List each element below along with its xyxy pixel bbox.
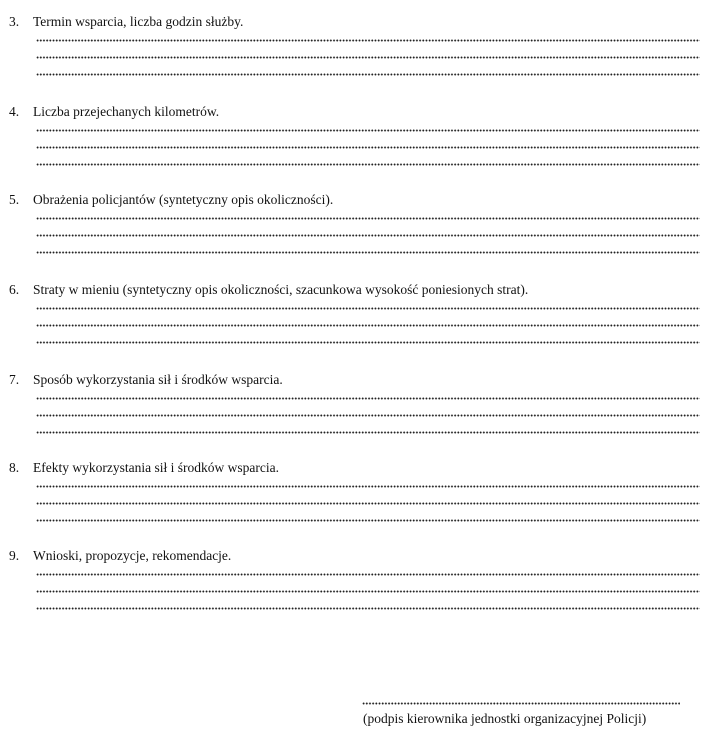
signature-caption: (podpis kierownika jednostki organizacyjnej Policji) xyxy=(363,711,647,726)
section-title: Wnioski, propozycje, rekomendacje. xyxy=(33,548,232,563)
answer-line[interactable] xyxy=(36,72,700,77)
section-title: Obrażenia policjantów (syntetyczny opis okoliczności). xyxy=(33,192,334,207)
answer-line[interactable] xyxy=(36,55,700,60)
section-number: 7. xyxy=(9,372,20,387)
section-title: Straty w mieniu (syntetyczny opis okoliczności, szacunkowa wysokość poniesionych strat). xyxy=(33,282,529,297)
section-number: 9. xyxy=(9,548,20,563)
answer-line[interactable] xyxy=(36,38,700,43)
section-heading xyxy=(9,460,279,476)
section-title: Sposób wykorzystania sił i środków wsparcia. xyxy=(33,372,283,387)
section-heading xyxy=(9,282,528,298)
answer-line[interactable] xyxy=(36,233,700,238)
answer-line[interactable] xyxy=(36,323,700,328)
section-number: 8. xyxy=(9,460,20,475)
section-number: 3. xyxy=(9,14,20,29)
section-heading xyxy=(9,192,333,208)
answer-line[interactable] xyxy=(36,430,700,435)
section-heading xyxy=(9,548,231,564)
section-title: Termin wsparcia, liczba godzin służby. xyxy=(33,14,244,29)
section-number: 6. xyxy=(9,282,20,297)
answer-line[interactable] xyxy=(36,606,700,611)
answer-line[interactable] xyxy=(36,396,700,401)
signature-line[interactable] xyxy=(362,701,680,706)
answer-line[interactable] xyxy=(36,250,700,255)
section-heading xyxy=(9,104,219,120)
answer-line[interactable] xyxy=(36,484,700,489)
answer-line[interactable] xyxy=(36,340,700,345)
section-title: Liczba przejechanych kilometrów. xyxy=(33,104,220,119)
answer-line[interactable] xyxy=(36,413,700,418)
answer-line[interactable] xyxy=(36,128,700,133)
section-number: 5. xyxy=(9,192,20,207)
answer-line[interactable] xyxy=(36,572,700,577)
answer-line[interactable] xyxy=(36,501,700,506)
answer-line[interactable] xyxy=(36,518,700,523)
section-heading xyxy=(9,14,243,30)
answer-line[interactable] xyxy=(36,589,700,594)
answer-line[interactable] xyxy=(36,145,700,150)
section-heading xyxy=(9,372,283,388)
answer-line[interactable] xyxy=(36,306,700,311)
answer-line[interactable] xyxy=(36,216,700,221)
section-title: Efekty wykorzystania sił i środków wsparcia. xyxy=(33,460,279,475)
answer-line[interactable] xyxy=(36,162,700,167)
section-number: 4. xyxy=(9,104,20,119)
